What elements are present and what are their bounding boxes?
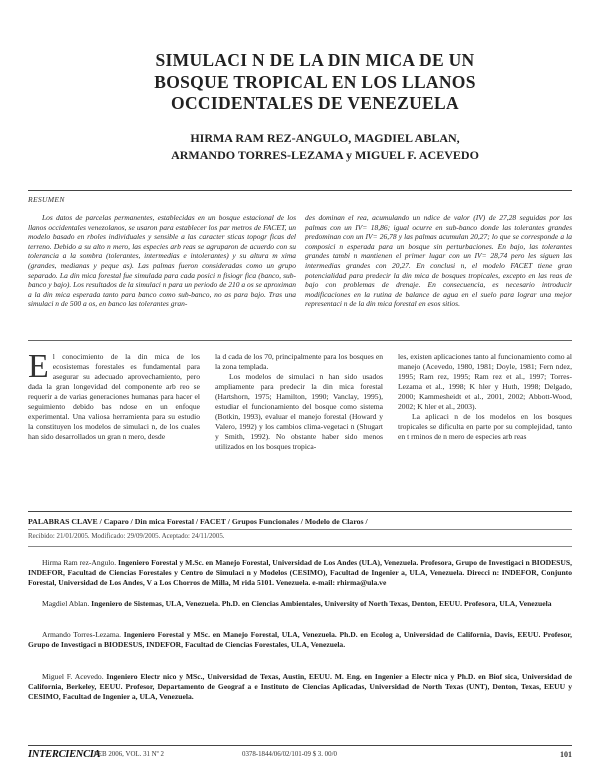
title-line-1: SIMULACI N DE LA DIN MICA DE UN [155, 50, 475, 70]
keywords-bottom-rule [28, 529, 572, 530]
body-col1-text: l conocimiento de la din mica de los ecosistemas forestales es fundamental para asegurar su adecuado aprovechamiento, pero dada la gran longevidad del componente arb reo se requerir a de varias generaciones humanas para hacer el seguimiento debido bas ndose en un enfoque experimental. Una valiosa herramienta para su estudio la constituyen los modelos de simulaci n, de los cuales han sido desarrollados un gran n mero, desde [28, 352, 200, 442]
affiliation-3 [28, 630, 572, 650]
affiliation-name: Armando Torres-Lezama. [42, 630, 122, 639]
affiliation-name: Hirma Ram rez-Angulo. [42, 558, 117, 567]
abstract-bottom-rule [28, 340, 572, 341]
author-list [150, 130, 500, 164]
body-col3-para1: les, existen aplicaciones tanto al funcionamiento como al manejo (Acevedo, 1980, 1981; Doyle, 1981; Fern ndez, 1995; Ram rez, 1995; Ram rez et al., 1997; Torres-Lezama et al., 1998; K hler y Huth, 1998; Delgado, 2000; Kammesheidt et al., 2001, 2002; Abbott-Wood, 2002; K hler et al., 2003). [398, 352, 572, 412]
affiliation-text: Ingeniero Electr nico y MSc., Universidad de Texas, Austin, EEUU. M. Eng. en Ingenier a Electr nica y Ph.D. en Biof sica, Universidad de California, Berkeley, EEUU. Profesor, Departamento de Geograf a e Instituto de Ciencias Aplicadas, Universidad de North Texas (UNT), Denton, Texas, EEUU y CESIMO, Facultad de Ingenier a, ULA, Venezuela. [28, 672, 572, 702]
issn-info: 0378-1844/06/02/101-09 $ 3. 00/0 [242, 751, 337, 758]
abstract-left-column [28, 213, 296, 309]
abstract-heading: RESUMEN [28, 195, 65, 204]
dates-bottom-rule [28, 546, 572, 547]
footer-rule [28, 745, 572, 746]
authors-line-2: ARMANDO TORRES-LEZAMA y MIGUEL F. ACEVEDO [171, 148, 479, 162]
issue-info: FEB 2006, VOL. 31 Nº 2 [94, 751, 164, 758]
affiliation-name: Magdiel Ablan. [42, 599, 90, 608]
affiliation-1 [28, 558, 572, 588]
journal-logo: INTERCIENCIA [28, 749, 101, 760]
keywords-top-rule [28, 511, 572, 512]
page-number: 101 [560, 750, 572, 759]
article-title [95, 50, 535, 115]
affiliation-4 [28, 672, 572, 702]
abstract-text-left: Los datos de parcelas permanentes, establecidas en un bosque estacional de los llanos occidentales venezolanos, se usaron para establecer los par metros de FACET, un modelo basado en rboles individuales y sensible a las caracter sticas topogr ficas del terreno. Debido a su alto n mero, las especies arb reas se agruparon de acuerdo con su tolerancia a la sombra (tolerantes, intermedias e intolerantes) y su altura m xima (grandes, medianas y peque as). Las palmas fueron consideradas como un grupo separado. La din mica forestal fue simulada para cada posici n fisiogr fica (banco, sub-banco y bajo). Los resultados de la simulaci n para un periodo de 210 a os se aproximan a la din mica esperada tanto para banco como sub-banco, no as para bajo. Tras una simulaci n de 500 a os, en banco las tolerantes gran- [28, 213, 296, 309]
abstract-top-rule [28, 190, 572, 191]
body-column-3 [398, 352, 572, 442]
title-line-2: BOSQUE TROPICAL EN LOS LLANOS [154, 71, 476, 92]
page-footer [28, 749, 572, 763]
abstract-right-column [305, 213, 572, 309]
affiliation-2 [28, 599, 572, 609]
affiliation-name: Miguel F. Acevedo. [42, 672, 104, 681]
body-col2-para1: la d cada de los 70, principalmente para los bosques en la zona templada. [215, 352, 383, 372]
authors-line-1: HIRMA RAM REZ-ANGULO, MAGDIEL ABLAN, [190, 131, 460, 145]
title-line-3: OCCIDENTALES DE VENEZUELA [171, 93, 459, 113]
body-col2-para2: Los modelos de simulaci n han sido usados ampliamente para predecir la din mica forestal (Hartshorn, 1975; Hamilton, 1990; Vanclay, 1995), estudiar el funcionamiento del bosque como sistema (Botkin, 1993), evaluar el manejo forestal (Howard y Valero, 1992) y los cambios clima-vegetaci n (Shugart y Smith, 1992). No obstante haber sido menos utilizados en los bosques tropica- [215, 372, 383, 452]
submission-dates: Recibido: 21/01/2005. Modificado: 29/09/2005. Aceptado: 24/11/2005. [28, 533, 225, 540]
affiliation-text: Ingeniero de Sistemas, ULA, Venezuela. Ph.D. en Ciencias Ambientales, University of North Texas, Denton, EEUU. Profesora, ULA, Venezuela [89, 599, 552, 608]
affiliation-text: Ingeniero Forestal y M.Sc. en Manejo Forestal, Universidad de Los Andes (ULA), Venezuela. Profesora, Grupo de Investigaci n BIODESUS, INDEFOR, Facultad de Ciencias Forestales y Centro de Simulaci n y Modelos (CESIMO), Facultad de Ingenier a, ULA, Venezuela. Direcci n: INDEFOR, Conjunto Forestal, Universidad de Los Andes, V a Los Chorros de Milla, M rida 5101. Venezuela. e-mail: rhirma@ula.ve [28, 558, 572, 588]
affiliation-text: Ingeniero Forestal y MSc. en Manejo Forestal, ULA, Venezuela. Ph.D. en Ecolog a, Universidad de California, Davis, EEUU. Profesor, Grupo de Investigaci n BIODESUS, INDEFOR, Facultad de Ciencias Forestales, ULA, Venezuela. [28, 630, 572, 650]
abstract-text-right: des dominan el rea, acumulando un ndice de valor (IV) de 27,28 seguidas por las palmas con un IV= 18,86; igual ocurre en sub-banco donde las tolerantes grandes predominan con un IV= 26,78 y las palmas acumulan 20,27; lo que se corresponde a la composici n esperada para un bosque sin perturbaciones. En bajo, las tolerantes grandes tambi n mantienen el primer lugar con un IV= 28,74 pero les siguen las intermedias grandes con 20,27. En conclusi n, el modelo FACET tiene gran potencialidad para predecir la din mica de bosques tropicales, excepto en las reas de bajo con problemas de drenaje. En consecuencia, es necesario introducir modificaciones en la rutina de balance de agua en el suelo para lograr una mejor representaci n de la din mica forestal en esos sitios. [305, 213, 572, 309]
keywords-line: PALABRAS CLAVE / Caparo / Din mica Forestal / FACET / Grupos Funcionales / Modelo de Claros / [28, 517, 368, 526]
drop-cap: E [28, 348, 49, 385]
body-column-2 [215, 352, 383, 452]
body-column-1 [28, 348, 200, 442]
body-col3-para2: La aplicaci n de los modelos en los bosques tropicales se dificulta en parte por su complejidad, tanto en t rminos de n mero de especies arb reas [398, 412, 572, 442]
